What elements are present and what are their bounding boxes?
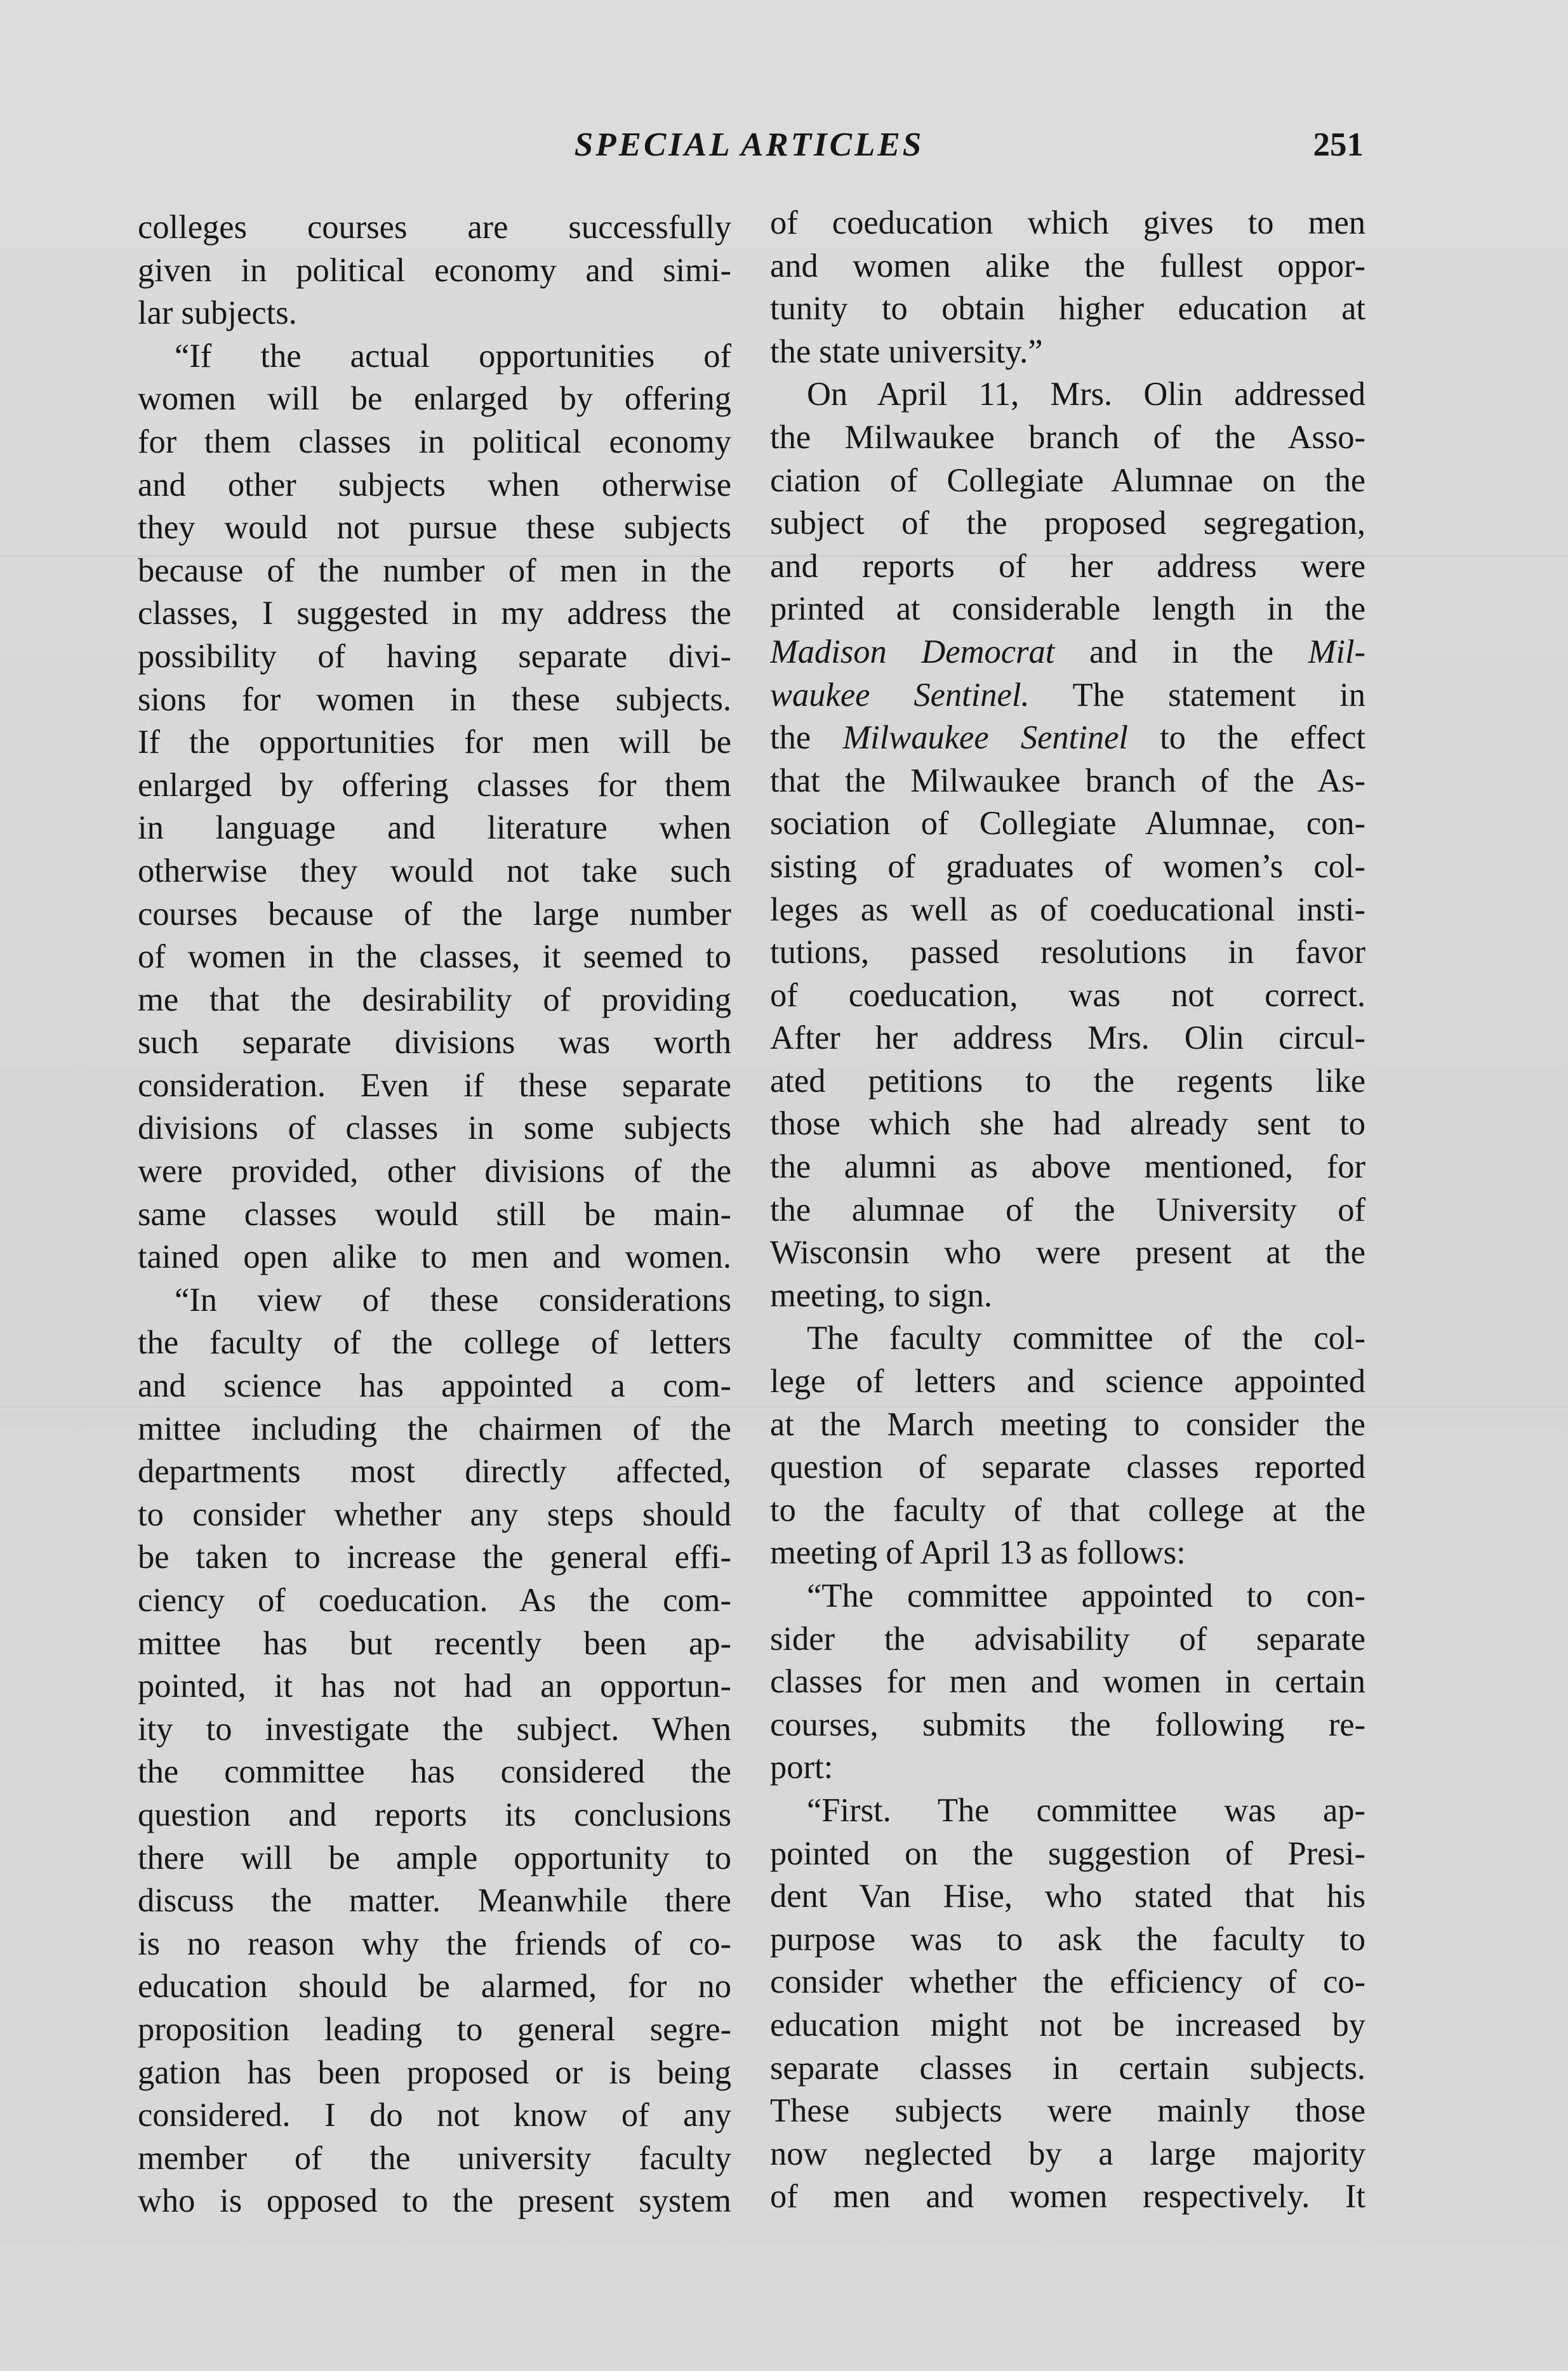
text-line: given in political economy and simi- [138,251,731,289]
text-line: divisions of classes in some subjects [138,1110,731,1147]
text-line: the faculty of the college of letters [138,1324,731,1362]
running-head: SPECIAL ARTICLES [574,126,924,163]
text-line: be taken to increase the general effi- [138,1539,731,1576]
text-line: there will be ample opportunity to [138,1839,731,1876]
text-line: the committee has considered the [138,1753,731,1791]
text-line: me that the desirability of providing [138,981,731,1018]
text-line: because of the number of men in the [138,552,731,589]
text-line: sisting of graduates of women’s col- [770,847,1365,885]
text-line: mittee has but recently been ap- [138,1624,731,1662]
text-line: courses because of the large number [138,895,731,933]
text-line: waukee Sentinel. The statement in [770,676,1365,714]
text-line: the state university.” [770,333,1043,370]
text-line: in language and literature when [138,809,731,847]
text-line: at the March meeting to consider the [770,1405,1365,1443]
text-line: These subjects were mainly those [770,2092,1365,2130]
text-line: Wisconsin who were present at the [770,1234,1365,1272]
text-line: now neglected by a large majority [770,2135,1365,2172]
text-line: port: [770,1749,834,1786]
text-line: “First. The committee was ap- [807,1791,1365,1829]
text-line: otherwise they would not take such [138,852,731,889]
text-line: of women in the classes, it seemed to [138,938,731,976]
text-line: colleges courses are successfully [138,209,731,246]
text-line: question and reports its conclusions [138,1796,731,1833]
text-line: pointed on the suggestion of Presi- [770,1835,1365,1872]
text-line: education might not be increased by [770,2006,1365,2043]
text-line: were provided, other divisions of the [138,1153,731,1190]
text-line: On April 11, Mrs. Olin addressed [807,376,1365,413]
text-line: and science has appointed a com- [138,1367,731,1405]
text-line: leges as well as of coeducational insti- [770,891,1365,928]
text-line: education should be alarmed, for no [138,1968,731,2005]
text-line: ciency of coeducation. As the com- [138,1582,731,1619]
text-line: of coeducation which gives to men [770,204,1365,241]
text-line: that the Milwaukee branch of the As- [770,762,1365,799]
text-line: pointed, it has not had an opportun- [138,1668,731,1705]
text-line: After her address Mrs. Olin circul- [770,1019,1365,1057]
text-line: of coeducation, was not correct. [770,976,1365,1014]
text-line: tained open alike to men and women. [138,1239,731,1276]
text-line: ated petitions to the regents like [770,1062,1365,1099]
page-number: 251 [1313,126,1364,163]
text-line: of men and women respectively. It [770,2178,1365,2215]
text-line: same classes would still be main- [138,1195,731,1233]
text-line: considered. I do not know of any [138,2097,731,2134]
text-line: “In view of these considerations [175,1281,731,1318]
text-line: tunity to obtain higher education at [770,290,1365,328]
text-line: The faculty committee of the col- [807,1320,1365,1357]
text-line: those which she had already sent to [770,1105,1365,1143]
right-column [770,202,1365,2219]
text-line: member of the university faculty [138,2139,731,2177]
text-line: is no reason why the friends of co- [138,1925,731,1962]
text-line: Madison Democrat and in the Mil- [770,633,1365,670]
publication-title: Madison Democrat [770,633,1055,670]
text-line: consideration. Even if these separate [138,1066,731,1104]
text-line: ciation of Collegiate Alumnae on the [770,462,1365,499]
text-line: lar subjects. [138,295,297,332]
text-line: possibility of having separate divi- [138,637,731,675]
text-line: separate classes in certain subjects. [770,2049,1365,2087]
text-line: consider whether the efficiency of co- [770,1963,1365,2001]
text-line: sociation of Collegiate Alumnae, con- [770,805,1365,842]
text-line: If the opportunities for men will be [138,724,731,761]
text-line: to consider whether any steps should [138,1496,731,1533]
text-line: subject of the proposed segregation, [770,505,1365,542]
text-line: gation has been proposed or is being [138,2054,731,2091]
text-line: meeting of April 13 as follows: [770,1534,1186,1572]
text-line: “If the actual opportunities of [175,337,731,375]
left-column [138,206,731,2223]
text-line: who is opposed to the present system [138,2182,731,2220]
text-line: enlarged by offering classes for them [138,766,731,804]
text-line: the alumni as above mentioned, for [770,1148,1365,1186]
text-line: mittee including the chairmen of the [138,1410,731,1447]
text-line: to the faculty of that college at the [770,1491,1365,1529]
text-line: lege of letters and science appointed [770,1363,1365,1400]
text-line: courses, submits the following re- [770,1706,1365,1743]
text-line: dent Van Hise, who stated that his [770,1878,1365,1915]
text-line: for them classes in political economy [138,423,731,460]
text-line: and other subjects when otherwise [138,466,731,503]
text-line: sider the advisability of separate [770,1620,1365,1657]
text-line: the alumnae of the University of [770,1191,1365,1228]
text-line: women will be enlarged by offering [138,380,731,418]
publication-title: Mil- [1308,633,1365,670]
text-line: departments most directly affected, [138,1453,731,1491]
text-line: and women alike the fullest oppor- [770,247,1365,284]
text-line: purpose was to ask the faculty to [770,1920,1365,1958]
publication-title: Milwaukee Sentinel [842,719,1128,757]
text-line: the Milwaukee Sentinel to the effect [770,719,1365,757]
text-line: the Milwaukee branch of the Asso- [770,418,1365,456]
text-line: discuss the matter. Meanwhile there [138,1882,731,1920]
text-line: classes for men and women in certain [770,1663,1365,1701]
text-line: and reports of her address were [770,547,1365,585]
publication-title: waukee Sentinel. [770,676,1030,714]
text-line: “The committee appointed to con- [807,1577,1365,1614]
text-line: classes, I suggested in my address the [138,595,731,632]
text-line: sions for women in these subjects. [138,681,731,718]
text-line: such separate divisions was worth [138,1024,731,1061]
text-line: question of separate classes reported [770,1449,1365,1486]
text-line: tutions, passed resolutions in favor [770,934,1365,971]
text-line: they would not pursue these subjects [138,509,731,547]
text-line: printed at considerable length in the [770,590,1365,628]
text-line: meeting, to sign. [770,1277,992,1314]
text-line: ity to investigate the subject. When [138,1710,731,1748]
text-line: proposition leading to general segre- [138,2010,731,2048]
